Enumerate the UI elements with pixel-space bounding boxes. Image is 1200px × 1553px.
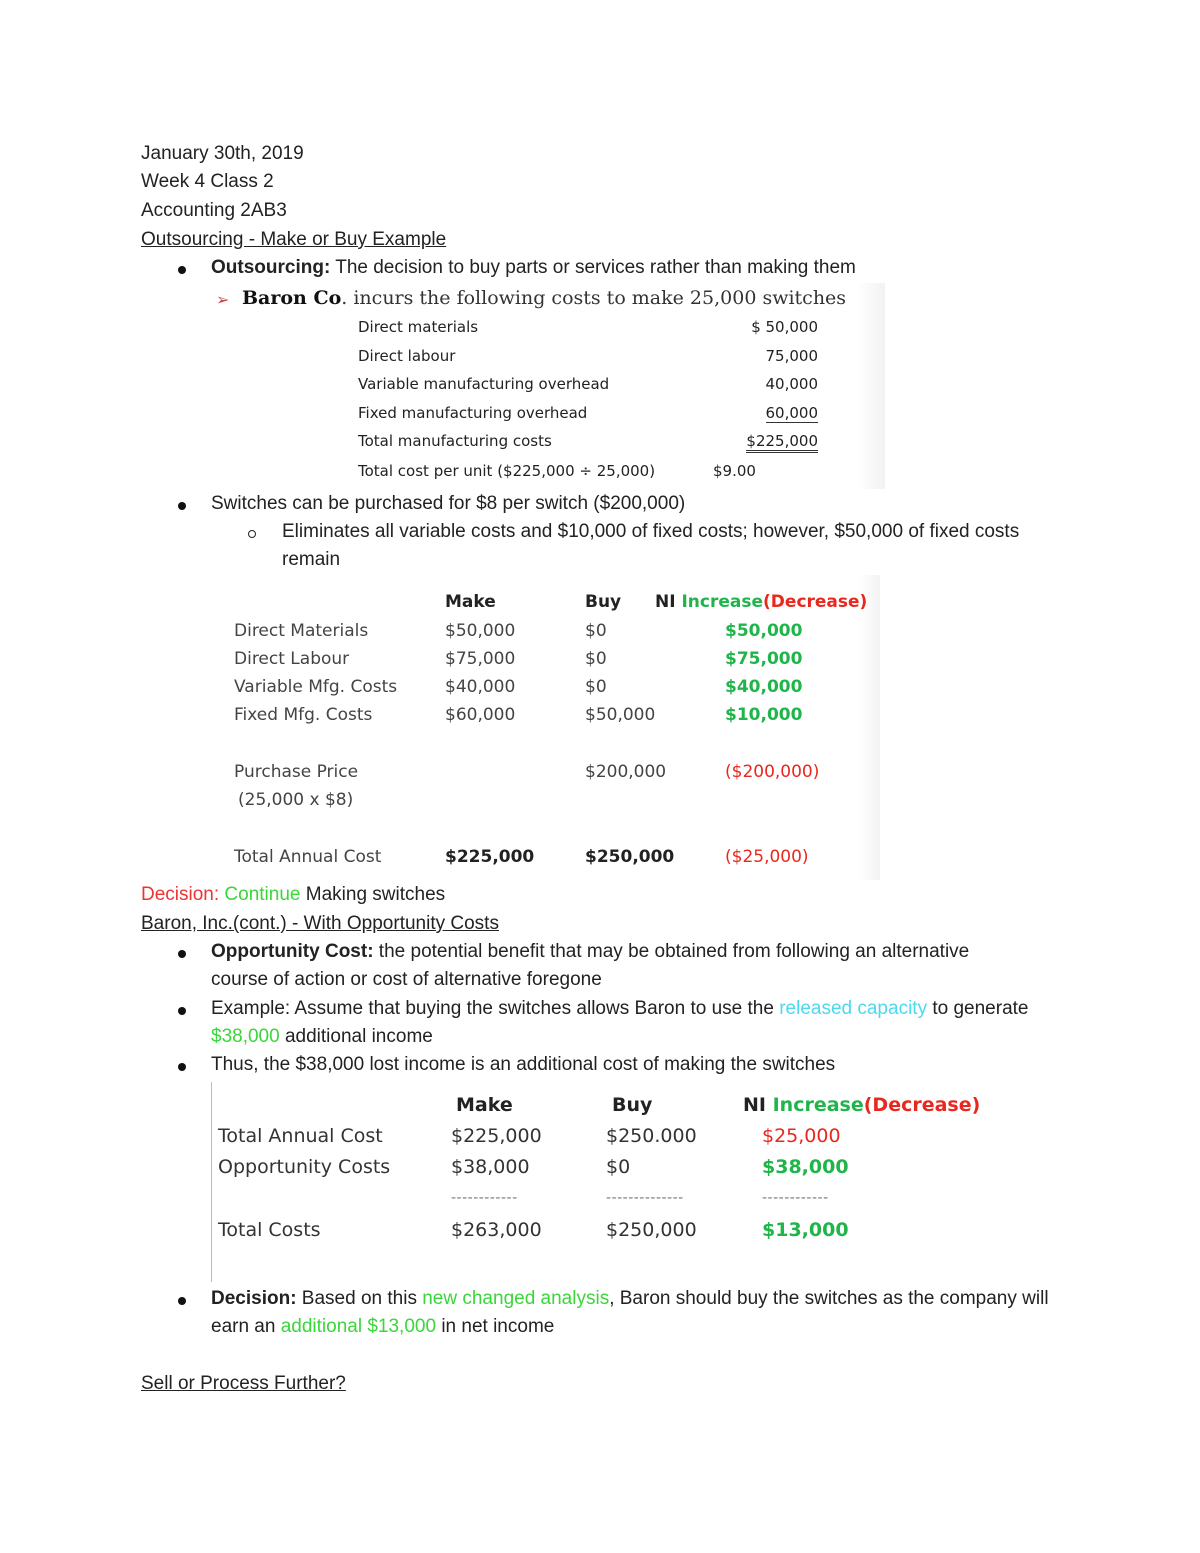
make-buy-table-image bbox=[212, 575, 880, 880]
cell-ni-total: $13,000 bbox=[762, 1219, 849, 1241]
section-heading-sell-or-process: Sell or Process Further? bbox=[141, 1373, 346, 1394]
bullet-dot bbox=[178, 1297, 186, 1305]
bullet-purchase-price: Switches can be purchased for $8 per switch ($200,000) bbox=[211, 493, 686, 514]
bullet-outsourcing bbox=[211, 254, 1071, 282]
cell-buy: $0 bbox=[606, 1156, 631, 1178]
row-label: Fixed Mfg. Costs bbox=[234, 705, 373, 725]
example-text: to generate bbox=[927, 998, 1029, 1019]
cell-make: $40,000 bbox=[445, 677, 516, 697]
cost-row-label: Variable manufacturing overhead bbox=[358, 375, 610, 393]
cost-row-label: Direct materials bbox=[358, 318, 479, 336]
example-text: Example: Assume that buying the switches allows Baron to use the bbox=[211, 998, 780, 1019]
cost-row-label: Direct labour bbox=[358, 347, 456, 365]
cost-row-value: 75,000 bbox=[765, 347, 818, 365]
decision-text: , Baron should buy the switches as the company will earn an bbox=[211, 1288, 1049, 1337]
definition-outsourcing: The decision to buy parts or services rather than making them bbox=[330, 257, 856, 278]
divider-ni: ------------ bbox=[762, 1190, 829, 1206]
cell-buy-total: $250,000 bbox=[606, 1219, 697, 1241]
cell-buy: $250.000 bbox=[606, 1125, 697, 1147]
cost-row-value: 60,000 bbox=[765, 404, 818, 422]
row-label: Opportunity Costs bbox=[218, 1156, 391, 1178]
ni-label: NI bbox=[655, 592, 682, 612]
week-line: Week 4 Class 2 bbox=[141, 171, 274, 192]
row-label: Direct Materials bbox=[234, 621, 369, 641]
cost-row bbox=[358, 375, 838, 403]
cell-ni: $25,000 bbox=[762, 1125, 841, 1147]
term-outsourcing: Outsourcing: bbox=[211, 257, 331, 278]
cost-row: Total cost per unit ($225,000 ÷ 25,000) $9.00 bbox=[358, 462, 756, 480]
cell-make-total: $225,000 bbox=[445, 847, 535, 867]
cost-row-label: Total cost per unit ($225,000 ÷ 25,000) bbox=[358, 462, 656, 480]
cell-make: $50,000 bbox=[445, 621, 516, 641]
cost-row bbox=[358, 347, 838, 375]
bullet-dot bbox=[178, 502, 186, 510]
row-label-purchase: Purchase Price bbox=[234, 762, 359, 782]
decision-highlight: Continue bbox=[224, 884, 301, 905]
decision-label: Decision: bbox=[141, 884, 225, 905]
highlight-released-capacity: released capacity bbox=[779, 998, 928, 1019]
increase-label: Increase bbox=[772, 1094, 864, 1116]
decision-text: Based on this bbox=[296, 1288, 423, 1309]
cost-row-value: $225,000 bbox=[746, 432, 818, 453]
cell-buy: $0 bbox=[585, 621, 607, 641]
date-line: January 30th, 2019 bbox=[141, 143, 304, 164]
arrow-bullet-icon: ➢ bbox=[216, 292, 230, 309]
bullet-example bbox=[211, 995, 1061, 1051]
row-label-total: Total Costs bbox=[218, 1219, 321, 1241]
term-opportunity-cost: Opportunity Cost: bbox=[211, 941, 374, 962]
cell-ni-total: ($25,000) bbox=[725, 847, 809, 867]
cost-table-heading-text: . incurs the following costs to make 25,000 switches bbox=[341, 287, 847, 309]
section-heading-outsourcing: Outsourcing - Make or Buy Example bbox=[141, 229, 447, 250]
divider-make: ------------ bbox=[451, 1190, 518, 1206]
col-header-buy: Buy bbox=[612, 1094, 653, 1116]
highlight-additional-income: additional $13,000 bbox=[280, 1316, 437, 1337]
cell-ni: $75,000 bbox=[725, 649, 803, 669]
cell-make-total: $263,000 bbox=[451, 1219, 542, 1241]
cell-buy: $0 bbox=[585, 649, 607, 669]
decrease-label: (Decrease) bbox=[763, 592, 868, 612]
highlight-new-analysis: new changed analysis bbox=[422, 1288, 610, 1309]
decision-line bbox=[141, 881, 445, 909]
cell-ni: $40,000 bbox=[725, 677, 803, 697]
cost-row bbox=[358, 432, 838, 460]
cost-table-image bbox=[216, 283, 885, 489]
row-label-total: Total Annual Cost bbox=[234, 847, 382, 867]
cell-buy-total: $250,000 bbox=[585, 847, 675, 867]
col-header-ni bbox=[743, 1094, 980, 1116]
bullet-dot bbox=[178, 1063, 186, 1071]
cell-buy: $200,000 bbox=[585, 762, 667, 782]
cell-buy: $0 bbox=[585, 677, 607, 697]
cost-row-label: Fixed manufacturing overhead bbox=[358, 404, 588, 422]
decision-text: Making switches bbox=[300, 884, 446, 905]
bullet-decision bbox=[211, 1285, 1051, 1341]
bullet-thus: Thus, the $38,000 lost income is an additional cost of making the switches bbox=[211, 1054, 836, 1075]
highlight-amount: $38,000 bbox=[211, 1026, 280, 1047]
cost-row-value: $ 50,000 bbox=[751, 318, 818, 336]
cost-table-heading bbox=[242, 287, 846, 309]
course-line: Accounting 2AB3 bbox=[141, 200, 287, 221]
term-decision: Decision: bbox=[211, 1288, 297, 1309]
ni-label: NI bbox=[743, 1094, 773, 1116]
col-header-ni bbox=[655, 592, 867, 612]
row-label: Variable Mfg. Costs bbox=[234, 677, 398, 697]
cell-ni: $50,000 bbox=[725, 621, 803, 641]
example-text: additional income bbox=[279, 1026, 433, 1047]
cell-make: $38,000 bbox=[451, 1156, 530, 1178]
sub-bullet-eliminates: Eliminates all variable costs and $10,000 of fixed costs; however, $50,000 of fixed costs remain bbox=[282, 521, 1020, 570]
definition-opportunity-cost: the potential benefit that may be obtained from following an alternative course of action or cost of alternative foregone bbox=[211, 941, 970, 990]
sub-bullet-circle bbox=[248, 530, 256, 538]
bullet-dot bbox=[178, 950, 186, 958]
section-heading-opportunity: Baron, Inc.(cont.) - With Opportunity Costs bbox=[141, 913, 499, 934]
opportunity-table-image bbox=[211, 1082, 1002, 1282]
cell-make: $60,000 bbox=[445, 705, 516, 725]
company-name: Baron Co bbox=[242, 287, 342, 309]
cell-buy: $50,000 bbox=[585, 705, 656, 725]
divider-buy: -------------- bbox=[606, 1190, 684, 1206]
bullet-opportunity-cost bbox=[211, 938, 1011, 994]
increase-label: Increase bbox=[681, 592, 764, 612]
cost-row bbox=[358, 318, 838, 346]
row-label: Direct Labour bbox=[234, 649, 350, 669]
cost-row bbox=[358, 404, 838, 432]
cost-row-value: 40,000 bbox=[765, 375, 818, 393]
col-header-make: Make bbox=[456, 1094, 513, 1116]
cell-ni: $10,000 bbox=[725, 705, 803, 725]
decrease-label: (Decrease) bbox=[863, 1094, 981, 1116]
bullet-dot bbox=[178, 1007, 186, 1015]
cost-row-label: Total manufacturing costs bbox=[358, 432, 552, 450]
bullet-dot bbox=[178, 266, 186, 274]
cell-make: $225,000 bbox=[451, 1125, 542, 1147]
row-label: Total Annual Cost bbox=[218, 1125, 383, 1147]
cell-ni: $38,000 bbox=[762, 1156, 849, 1178]
cell-make: $75,000 bbox=[445, 649, 516, 669]
col-header-buy: Buy bbox=[585, 592, 622, 612]
decision-text: in net income bbox=[436, 1316, 555, 1337]
row-sublabel-purchase: (25,000 x $8) bbox=[238, 790, 354, 810]
col-header-make: Make bbox=[445, 592, 496, 612]
cell-ni: ($200,000) bbox=[725, 762, 820, 782]
